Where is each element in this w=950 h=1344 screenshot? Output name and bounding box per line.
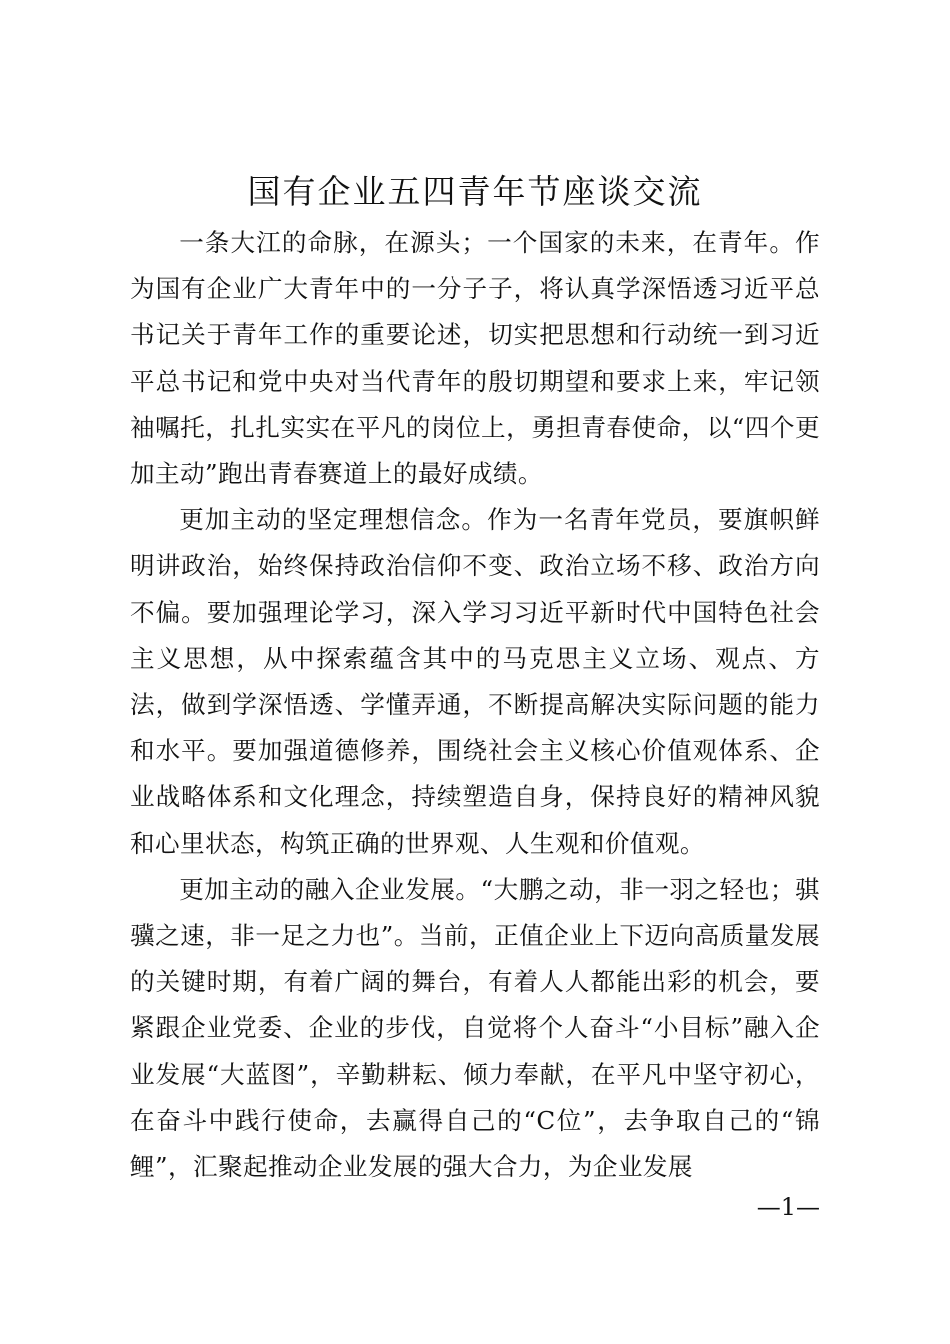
document-body bbox=[130, 220, 820, 1190]
paragraph-intro: 一条大江的命脉，在源头；一个国家的未来，在青年。作为国有企业广大青年中的一分子子，将认真学深悟透习近平总书记关于青年工作的重要论述，切实把思想和行动统一到习近平总书记和党中央对当代青年的殷切期望和要求上来，牢记领袖嘱托，扎扎实实在平凡的岗位上，勇担青春使命，以“四个更加主动”跑出青春赛道上的最好成绩。 bbox=[130, 228, 820, 489]
paragraph-enterprise: 更加主动的融入企业发展。“大鹏之动，非一羽之轻也；骐骥之速，非一足之力也”。当前，正值企业上下迈向高质量发展的关键时期，有着广阔的舞台，有着人人都能出彩的机会，要紧跟企业党委、企业的步伐，自觉将个人奋斗“小目标”融入企业发展“大蓝图”，辛勤耕耘、倾力奉献，在平凡中坚守初心，在奋斗中践行使命，去赢得自己的“C位”，去争取自己的“锦鲤”，汇聚起推动企业发展的强大合力，为企业发展 bbox=[130, 874, 820, 1182]
page-number: —1— bbox=[756, 1193, 820, 1221]
document-title: 国有企业五四青年节座谈交流 bbox=[247, 172, 703, 211]
paragraph-ideals: 更加主动的坚定理想信念。作为一名青年党员，要旗帜鲜明讲政治，始终保持政治信仰不变、政治立场不移、政治方向不偏。要加强理论学习，深入学习习近平新时代中国特色社会主义思想，从中探索蕴含其中的马克思主义立场、观点、方法，做到学深悟透、学懂弄通，不断提高解决实际问题的能力和水平。要加强道德修养，围绕社会主义核心价值观体系、企业战略体系和文化理念，持续塑造自身，保持良好的精神风貌和心里状态，构筑正确的世界观、人生观和价值观。 bbox=[130, 505, 820, 858]
